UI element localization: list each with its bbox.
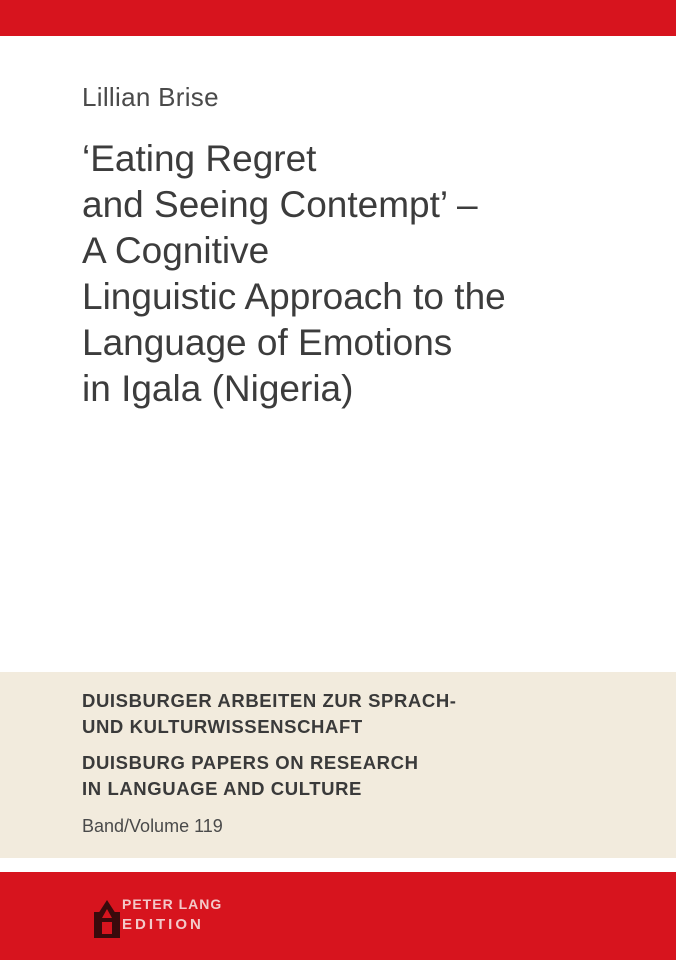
series-title-en-line2: IN LANGUAGE AND CULTURE xyxy=(82,778,362,799)
publisher-logo xyxy=(94,894,244,938)
publisher-name: PETER LANG xyxy=(122,896,223,912)
volume-number: Band/Volume 119 xyxy=(82,816,223,836)
title-line: A Cognitive xyxy=(82,230,270,271)
title-line: Linguistic Approach to the xyxy=(82,276,506,317)
series-title-de-line1: DUISBURGER ARBEITEN ZUR SPRACH- xyxy=(82,690,457,711)
series-title-de-line2: UND KULTURWISSENSCHAFT xyxy=(82,716,363,737)
author-name: Lillian Brise xyxy=(82,82,219,112)
top-red-band xyxy=(0,0,676,36)
title-line: and Seeing Contempt’ – xyxy=(82,184,478,225)
title-line: ‘Eating Regret xyxy=(82,138,317,179)
book-title xyxy=(82,136,662,412)
series-title-en-line1: DUISBURG PAPERS ON RESEARCH xyxy=(82,752,419,773)
title-line: Language of Emotions xyxy=(82,322,453,363)
title-line: in Igala (Nigeria) xyxy=(82,368,354,409)
publisher-imprint: EDITION xyxy=(122,916,204,933)
